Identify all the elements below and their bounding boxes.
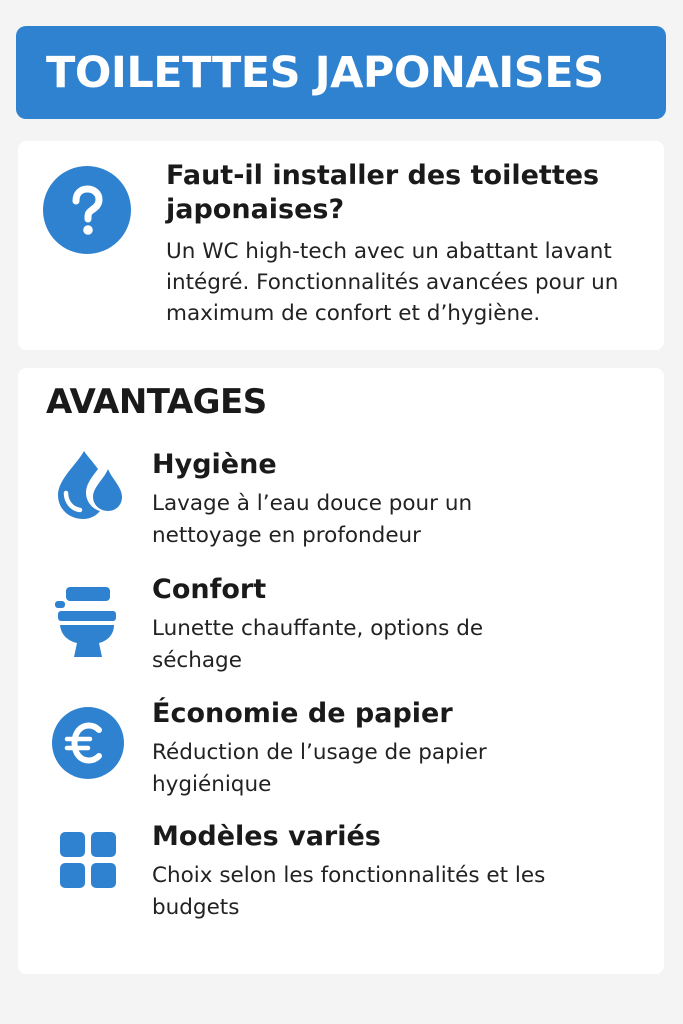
intro-text: Un WC high-tech avec un abattant lavant intégré. Fonctionnalités avancées pour un maximum de confort et d’hygiène.: [166, 239, 619, 326]
advantage-description: Lavage à l’eau douce pour un nettoyage en profondeur: [152, 491, 473, 548]
toilet-icon: [52, 587, 124, 659]
grid-icon: [52, 826, 124, 898]
advantages-heading: AVANTAGES: [46, 382, 267, 422]
advantage-description: Choix selon les fonctionnalités et les budgets: [152, 863, 546, 920]
intro-title: Faut-il installer des toilettes japonaises?: [166, 160, 600, 225]
advantage-title: Confort: [152, 574, 267, 605]
advantage-title: Économie de papier: [152, 698, 453, 729]
question-mark-icon: [43, 166, 131, 254]
euro-coin-icon: [52, 707, 124, 779]
advantage-title: Modèles variés: [152, 821, 381, 852]
intro-card: [18, 141, 664, 350]
advantages-card: [18, 368, 664, 974]
page-title: TOILETTES JAPONAISES: [46, 47, 604, 98]
advantage-description: Lunette chauffante, options de séchage: [152, 616, 484, 673]
advantage-description: Réduction de l’usage de papier hygiénique: [152, 740, 487, 797]
water-drops-icon: [52, 449, 124, 521]
advantage-title: Hygiène: [152, 449, 277, 480]
title-banner: [16, 26, 666, 119]
